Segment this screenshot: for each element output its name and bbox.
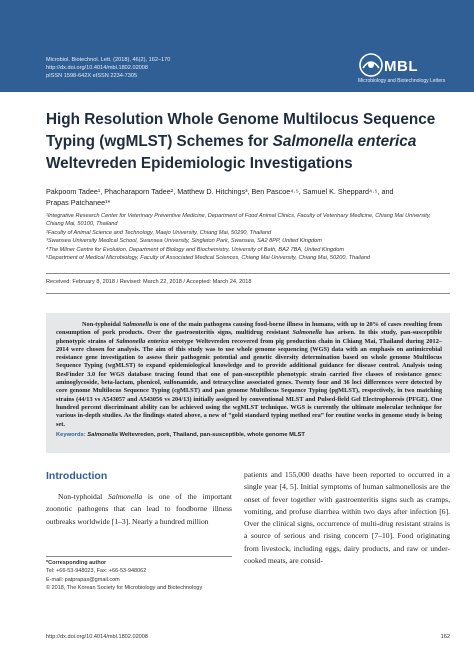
keywords-label: Keywords: bbox=[56, 432, 88, 438]
corresponding-email[interactable]: E-mail: patprapas@gmail.com bbox=[46, 576, 120, 583]
logo-text: MBL bbox=[384, 58, 418, 75]
doi-link[interactable]: http://dx.doi.org/10.4014/mbl.1802.02008 bbox=[46, 65, 149, 71]
affiliation-item: ⁴The Milner Centre for Evolution, Department of Biology and Biochemistry, University of Bath, BA2 7BA, United Kingdom bbox=[46, 246, 344, 253]
title-part1: High Resolution Whole Genome Multilocus Sequence Typing (wgMLST) Schemes for bbox=[46, 111, 436, 150]
affiliations bbox=[46, 212, 450, 262]
abstract-italic: Salmonella bbox=[122, 321, 153, 328]
intro-italic: Salmonella bbox=[108, 492, 143, 501]
intro-segment: is one of the important zoonotic pathogens that can lead to foodborne illness outbreaks worldwide [1–3]. Nearly a hundred million bbox=[46, 492, 232, 526]
citation-line: Microbiol. Biotechnol. Lett. (2018), 46(2), 162–170 bbox=[46, 57, 171, 63]
author-list bbox=[46, 186, 446, 208]
page-number: 162 bbox=[440, 634, 450, 640]
divider bbox=[46, 293, 450, 294]
abstract-segment: has arisen. In this study, pan-susceptible phenotypic strains of bbox=[56, 329, 442, 345]
keywords bbox=[56, 432, 442, 438]
article-dates: Received: February 8, 2018 / Revised: March 22, 2018 / Accepted: March 24, 2018 bbox=[46, 279, 252, 285]
divider bbox=[46, 273, 450, 274]
title-part2: Weltevreden Epidemiologic Investigations bbox=[46, 155, 353, 172]
intro-segment: Non-typhoidal bbox=[58, 492, 109, 501]
intro-right-column: patients and 155,000 deaths have been reported to occurred in a single year [4, 5]. Initial symptoms of human salmonellosis are the onset of fever together with gastroenteritis signs such as cramps, vomiting, and profuse diarrhea within two days after infection [6]. Over the clinical signs, occurrence of multi-drug resistant strains is a source of serious and rising concern [7–10]. Food originating from livestock, including eggs, dairy products, and raw or under-cooked meats, are consid- bbox=[244, 470, 450, 566]
affiliation-item: ³Swansea University Medical School, Swansea University, Singleton Park, Swansea, SA2 8PP, United Kingdom bbox=[46, 238, 322, 245]
authors-line: Pakpoom Tadee¹, Phacharaporn Tadee², Matthew D. Hitchings³, Ben Pascoe⁴·⁵, Samuel K. Sheppard⁴·⁵, and bbox=[46, 187, 394, 196]
keywords-italic: Salmonella bbox=[87, 432, 118, 438]
journal-header-band bbox=[0, 0, 474, 92]
affiliation-item: ⁵Department of Medical Microbiology, Faculty of Associated Medical Sciences, Chiang Mai University, Chiang Mai, 50200, Thailand bbox=[46, 255, 371, 262]
abstract-italic: Salmonella bbox=[292, 329, 322, 337]
abstract-segment: Non-typhoidal bbox=[82, 321, 123, 328]
abstract-text bbox=[56, 321, 442, 429]
mbl-logo-icon bbox=[358, 52, 384, 78]
mbl-logo bbox=[358, 52, 454, 88]
intro-left-column bbox=[46, 491, 232, 528]
issn-line: pISSN 1598-642X eISSN 2234-7305 bbox=[46, 73, 138, 79]
logo-subtitle: Microbiology and Biotechnology Letters bbox=[358, 78, 446, 84]
abstract-segment: serotype Weltevreden recovered from pig production chain in Chiang Mai, Thailand during 2012–2014 were chosen for analysis. The aim of this study was to use whole genome sequencing (WGS) data with an emphasis on antimicrobial resistance gene investigation to assess their pathogenic potential and genetic diversity determination based on whole genome Multilocus Sequence Typing (wgMLST) to expand epidemiological knowledge and to provide additional guidance for disease control. Analysis using ResFinder 3.0 for WGS database tracing found that one of pan-susceptible phenotypic strain carried five classes of resistance genes: aminoglycoside, beta-lactam, phenicol, sulfonamide, and tetracycline associated genes. Twenty four and 36 loci differences were detected by core genome Multilocus Sequence Typing (cgMLST) and pan genome Multilocus Sequence Typing (pgMLST), respectively, in two matching strains (44/13 vs A543057 and A543056 vs 204/13) initially assigned by conventional MLST and Pulsed-field Gel Electrophoresis (PFGE). One hundred percent discriminant ability can be achieved using the wgMLST technique. WGS is currently the ultimate molecular technique for various in-depth studies. As the findings stated above, a new of “gold standard typing method era” for routine works in genome study is being set. bbox=[56, 337, 443, 428]
corresponding-phone: Tel: +66-53-948023, Fax: +66-53-948062 bbox=[46, 568, 147, 575]
copyright-line: © 2018, The Korean Society for Microbiology and Biotechnology bbox=[46, 585, 203, 592]
abstract-box bbox=[46, 313, 450, 453]
footer-doi[interactable]: http://dx.doi.org/10.4014/mbl.1802.02008 bbox=[46, 634, 149, 640]
journal-citation bbox=[46, 56, 170, 80]
divider bbox=[46, 556, 232, 557]
affiliation-item: ²Faculty of Animal Science and Technology, Maejo University, Chiang Mai, 50290, Thailand bbox=[46, 229, 272, 236]
correspondence-block bbox=[46, 559, 232, 593]
abstract-segment: is one of the main pathogens causing food-borne illness in humans, with up to 20% of cases resulting from consumption of pork products. Over the gastroenteritis signs, multidrug resistant bbox=[56, 321, 442, 337]
authors-line: Prapas Patchanee¹* bbox=[46, 198, 111, 207]
title-species: Salmonella enterica bbox=[272, 133, 417, 150]
section-heading-introduction: Introduction bbox=[46, 470, 108, 482]
keywords-list: Weltevreden, pork, Thailand, pan-susceptible, whole genome MLST bbox=[117, 432, 305, 438]
corresponding-author-label: *Corresponding author bbox=[46, 560, 107, 566]
abstract-italic: Salmonella enterica bbox=[115, 337, 169, 345]
article-title bbox=[46, 109, 446, 175]
affiliation-item: ¹Integrative Research Center for Veterinary Preventive Medicine, Department of Food Animal Clinics, Faculty of Veterinary Medicine, Chiang Mai University, Chiang Mai, 50100, Thailand bbox=[46, 213, 431, 228]
